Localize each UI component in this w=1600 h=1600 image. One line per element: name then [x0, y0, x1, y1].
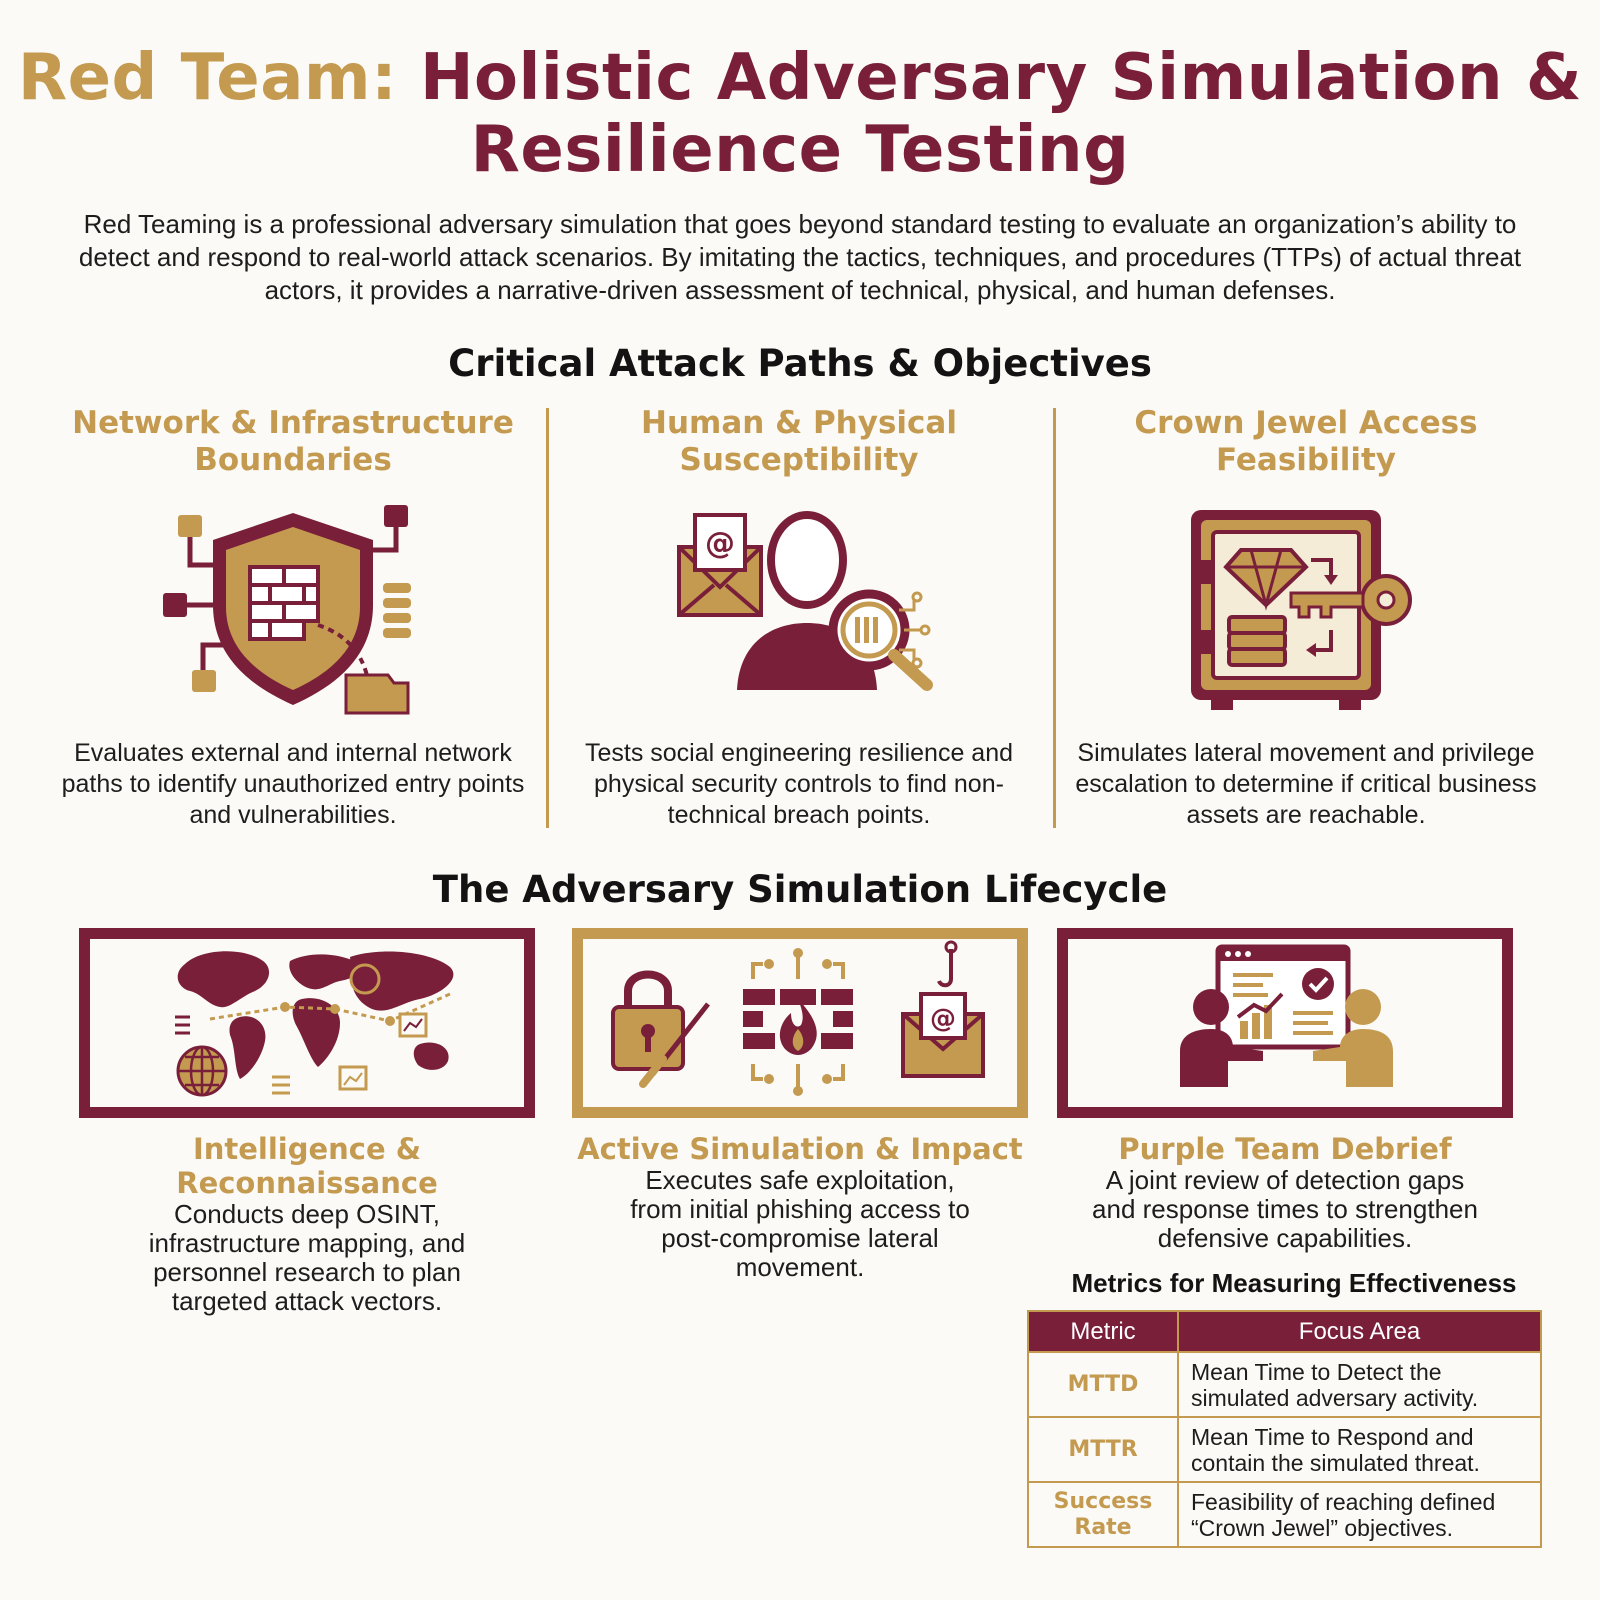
world-map-recon-icon	[90, 939, 524, 1107]
person-phishing-magnifier-icon	[659, 505, 939, 720]
lifecycle-heading: The Adversary Simulation Lifecycle	[432, 868, 1168, 911]
page-title	[0, 42, 1600, 186]
title-main: Holistic Adversary Simulation & Resilience Testing	[397, 41, 1583, 187]
shield-firewall-network-icon	[158, 505, 428, 720]
attack-path-title: Human & Physical Susceptibility	[641, 405, 957, 478]
metric-focus-cell: Mean Time to Respond and contain the simulated threat.	[1178, 1417, 1541, 1482]
lifecycle-stage-debrief	[1045, 1132, 1525, 1253]
attack-path-title: Network & Infrastructure Boundaries	[72, 405, 514, 478]
lifecycle-stage-simulation	[560, 1132, 1040, 1282]
column-header-metric: Metric	[1028, 1311, 1178, 1352]
intro-paragraph: Red Teaming is a professional adversary simulation that goes beyond standard testing to evaluate an organization’s ability to detect and respond to real-world attack scenarios. By imitating the tactics, techniques, and procedures (TTPs) of actual threat actors, it provides a narrative-driven assessment of technical, physical, and human defenses.	[78, 209, 1522, 305]
stage-description: Executes safe exploitation, from initial phishing access to post-compromise lateral movement.	[630, 1165, 970, 1282]
attack-path-human	[549, 405, 1049, 829]
table-row	[1028, 1352, 1541, 1417]
attack-paths-heading: Critical Attack Paths & Objectives	[448, 342, 1152, 385]
column-header-focus-area: Focus Area	[1178, 1311, 1541, 1352]
table-row	[1028, 1482, 1541, 1547]
metric-name-cell: MTTR	[1028, 1417, 1178, 1482]
attack-path-network	[43, 405, 543, 829]
attack-path-crown-jewel	[1056, 405, 1556, 829]
attack-path-title: Crown Jewel Access Feasibility	[1134, 405, 1478, 478]
attack-path-description: Simulates lateral movement and privilege escalation to determine if critical business assets are reachable.	[1075, 739, 1537, 829]
metrics-title: Metrics for Measuring Effectiveness	[1071, 1268, 1517, 1298]
metric-focus-cell: Feasibility of reaching defined “Crown Jewel” objectives.	[1178, 1482, 1541, 1547]
lock-firewall-phishing-icon	[583, 939, 1017, 1107]
stage-title: Purple Team Debrief	[1118, 1132, 1452, 1166]
team-dashboard-review-icon	[1068, 939, 1502, 1107]
stage-description: Conducts deep OSINT, infrastructure mapping, and personnel research to plan targeted attack vectors.	[148, 1199, 466, 1316]
svg-text:@: @	[705, 526, 735, 561]
stage-image-box-debrief	[1057, 928, 1513, 1118]
attack-path-description: Evaluates external and internal network paths to identify unauthorized entry points and vulnerabilities.	[61, 739, 525, 829]
table-row	[1028, 1417, 1541, 1482]
stage-description: A joint review of detection gaps and response times to strengthen defensive capabilities.	[1092, 1165, 1478, 1253]
metric-name-cell: MTTD	[1028, 1352, 1178, 1417]
attack-path-description: Tests social engineering resilience and physical security controls to find non-technical breach points.	[584, 739, 1014, 829]
title-prefix: Red Team:	[17, 41, 398, 115]
metric-focus-cell: Mean Time to Detect the simulated adversary activity.	[1178, 1352, 1541, 1417]
svg-text:@: @	[930, 1004, 956, 1034]
table-header-row	[1028, 1311, 1541, 1352]
stage-image-box-simulation	[572, 928, 1028, 1118]
stage-title: Active Simulation & Impact	[577, 1132, 1023, 1166]
stage-title: Intelligence & Reconnaissance	[176, 1132, 438, 1200]
metrics-table	[1027, 1310, 1542, 1548]
metric-name-cell: Success Rate	[1028, 1482, 1178, 1547]
stage-image-box-recon	[79, 928, 535, 1118]
lifecycle-stage-recon	[67, 1132, 547, 1316]
vault-diamond-key-icon	[1181, 505, 1431, 720]
